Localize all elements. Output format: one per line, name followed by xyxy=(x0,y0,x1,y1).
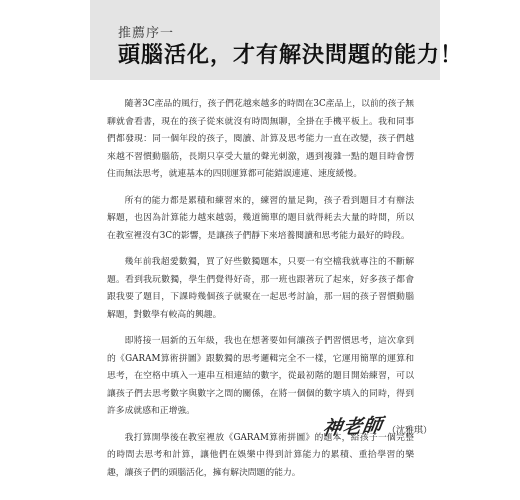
paragraph: 即將接一屆新的五年級，我也在想著要如何讓孩子們習慣思考，這次拿到的《GARAM算術拼圖》跟數獨的思考邏輯完全不一樣，它運用簡單的運算和思考，在空格中填入一連串互相連結的數字，從最初階的題目開始練習，可以讓孩子們去思考數字與數字之間的關係，在將一個個的數字填入的同時，得到許多成就感和正增強。 xyxy=(107,336,414,416)
paragraph: 隨著3C產品的風行，孩子們花越來越多的時間在3C產品上，以前的孩子無聊就會看書，現在的孩子從來就沒有時間無聊，全掛在手機平板上。我和同事們都發現：同一個年段的孩子，閱讀、計算及思考能力一直在改變，孩子們越來越不習慣動腦筋，長期只享受大量的聲光刺激，遇到複雜一點的題目時會愣住而無法思考，就連基本的四則運算都可能錯誤連連、速度緩慢。 xyxy=(107,99,414,179)
paragraph: 所有的能力都是累積和練習來的，練習的量足夠，孩子看到題目才有辦法解題，也因為計算能力越來越弱，幾道簡單的題目就得耗去大量的時間，所以在教室裡沒有3C的影響，是讓孩子們靜下來培養閱讀和思考能力最好的時段。 xyxy=(107,195,414,241)
section-kicker: 推薦序一 xyxy=(118,26,175,41)
signature-script: 神老師 xyxy=(321,414,385,440)
signature-name: （沈雅琪） xyxy=(387,426,433,436)
paragraph: 我打算開學後在教室裡放《GARAM算術拼圖》的題本，給孩子一個完整的時間去思考和計算，讓他們在娛樂中得到計算能力的累積、重拾學習的樂趣，讓孩子們的頭腦活化，擁有解決問題的能力。 xyxy=(107,432,414,478)
paragraph: 幾年前我超愛數獨，買了好些數獨題本，只要一有空檔我就專注的不斷解題。看到我玩數獨，學生們覺得好奇，那一班也跟著玩了起來，好多孩子都會跟我要了題目，下課時幾個孩子就聚在一起思考討論，那一屆的孩子習慣動腦解題，對數學有較高的興趣。 xyxy=(107,257,414,320)
signature xyxy=(323,412,432,439)
page-title: 頭腦活化，才有解決問題的能力！ xyxy=(118,43,464,68)
